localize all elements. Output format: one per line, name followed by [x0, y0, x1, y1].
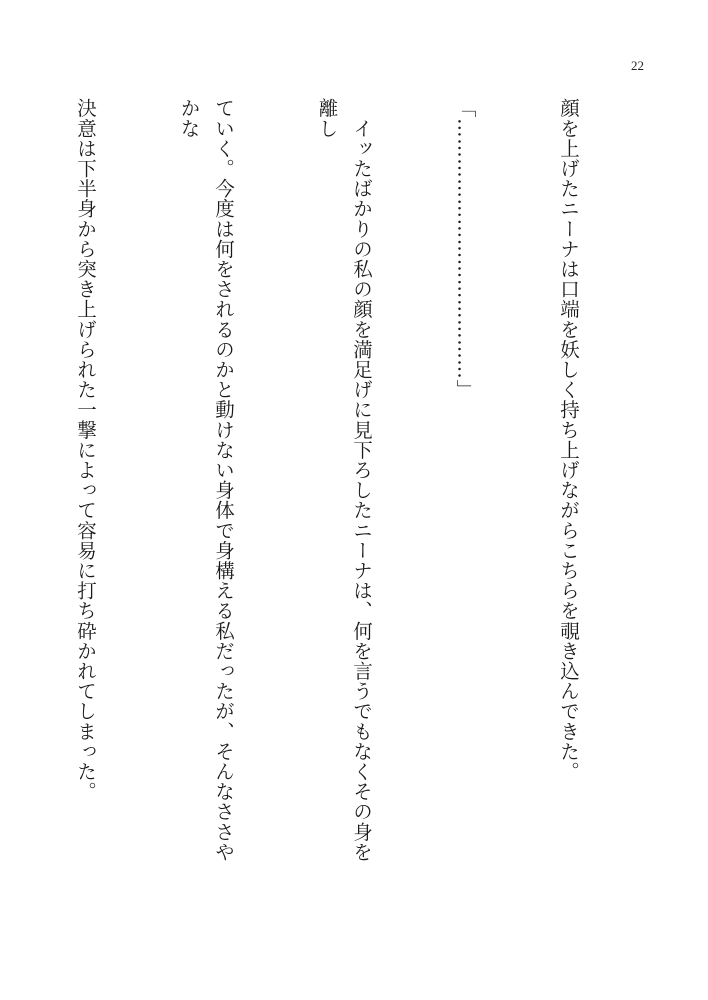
page-number: 22 — [631, 58, 644, 73]
body-text — [44, 98, 654, 868]
text-line: 決意は下半身から突き上げられた一撃によって容易に打ち砕かれてしまった。 — [74, 98, 97, 802]
text-line: ていく。今度は何をされるのかと動けない身体で身構える私だったが、そんなささやかな — [177, 98, 235, 862]
text-line: 「…………………………………」 — [453, 98, 477, 400]
text-line: イッたばかりの私の顔を満足げに見下ろしたニーナは、何を言うでもなくその身を離し — [315, 98, 373, 862]
text-line: 顔を上げたニーナは口端を妖しく持ち上げながらこちらを覗き込んできた。 — [557, 98, 580, 782]
